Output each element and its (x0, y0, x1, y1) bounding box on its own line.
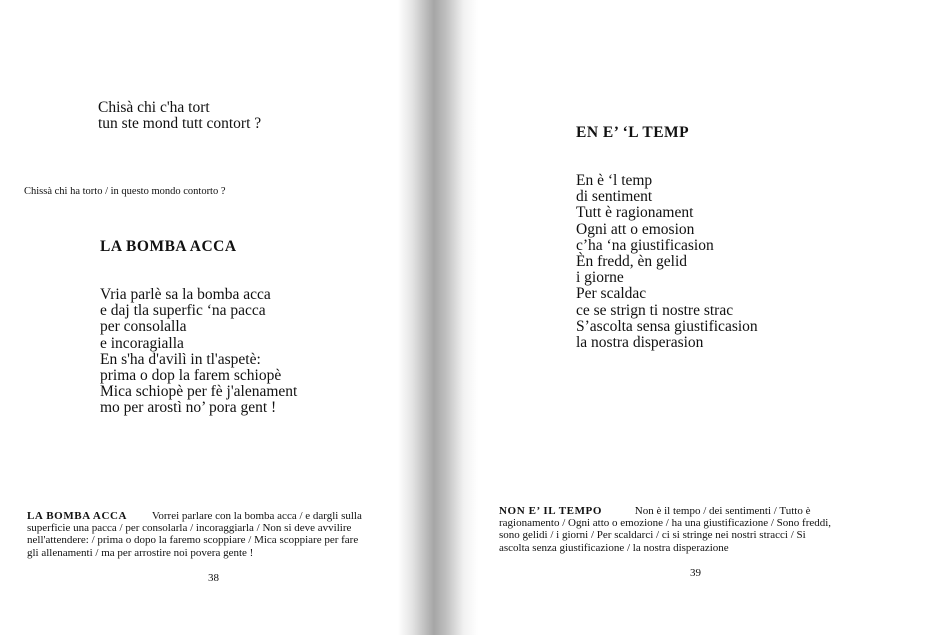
translation-line (499, 505, 831, 517)
verse-line: En s'ha d'avilì in tl'aspetè: (100, 350, 261, 368)
poem-body (100, 287, 297, 417)
opening-translation: Chissà chi ha torto / in questo mondo contorto ? (24, 186, 226, 197)
translation-title: LA BOMBA ACCA (27, 510, 128, 522)
verse-line: i giorne (576, 269, 624, 287)
verse-line: Vria parlè sa la bomba acca (100, 286, 271, 303)
verse-line: mo per arostì no’ pora gent ! (100, 399, 277, 417)
page-number: 38 (208, 572, 219, 584)
poem-title: EN E’ ‘L TEMP (576, 124, 690, 141)
verse-line: prima o dop la farem schiopè (100, 367, 282, 385)
translation-line: ascolta senza giustificazione / la nostra disperazione (499, 541, 729, 554)
verse-line: Mica schiopè per fè j'alenament (100, 383, 298, 401)
translation-text: Vorrei parlare con la bomba acca / e dargli sulla (151, 510, 362, 522)
verse-line: Per scaldac (576, 285, 647, 303)
verse-line: e incoragialla (100, 334, 184, 352)
translation-text: Non è il tempo / dei sentimenti / Tutto è (634, 505, 811, 517)
verse-line: ce se strign ti nostre strac (576, 301, 734, 319)
verse-line: Ogni att o emosion (576, 220, 695, 238)
verse-line: Tutt è ragionament (576, 204, 694, 222)
poem-title: LA BOMBA ACCA (100, 238, 237, 255)
verse-line: per consolalla (100, 318, 187, 336)
right-page (472, 0, 944, 635)
verse-line: di sentiment (576, 188, 653, 206)
verse-line: c’ha ‘na giustificasion (576, 236, 714, 254)
verse-line: En è ‘l temp (576, 172, 653, 189)
translation-line (27, 510, 362, 522)
verse-line: Chisà chi c'ha tort (98, 99, 210, 116)
verse-line: e daj tla superfic ‘na pacca (100, 302, 266, 320)
translation-line: ragionamento / Ogni atto o emozione / ha una giustificazione / Sono freddi, (499, 517, 832, 530)
verse-line: S’ascolta sensa giustificasion (576, 317, 758, 335)
translation-line: superficie una pacca / per consolarla / incoraggiarla / Non si deve avvilire (27, 522, 352, 535)
verse-line: la nostra disperasion (576, 334, 704, 352)
translation-line: gli allenamenti / ma per arrostire noi povera gente ! (27, 546, 254, 559)
translation-line: sono gelidi / i giorni / Per scaldarci / ci si stringe nei nostri stracci / Si (499, 529, 806, 542)
translation-block (27, 510, 362, 559)
verse-line: tun ste mond tutt contort ? (98, 115, 262, 133)
verse-line: Èn fredd, èn gelid (576, 253, 688, 271)
translation-title: NON E’ IL TEMPO (499, 505, 603, 517)
poem-body (576, 173, 758, 351)
page-number: 39 (690, 567, 701, 579)
opening-stanza (98, 100, 261, 132)
translation-block (499, 505, 831, 554)
translation-line: nell'attendere: / prima o dopo la faremo scoppiare / Mica scoppiare per fare (27, 534, 359, 547)
left-page (0, 0, 470, 635)
